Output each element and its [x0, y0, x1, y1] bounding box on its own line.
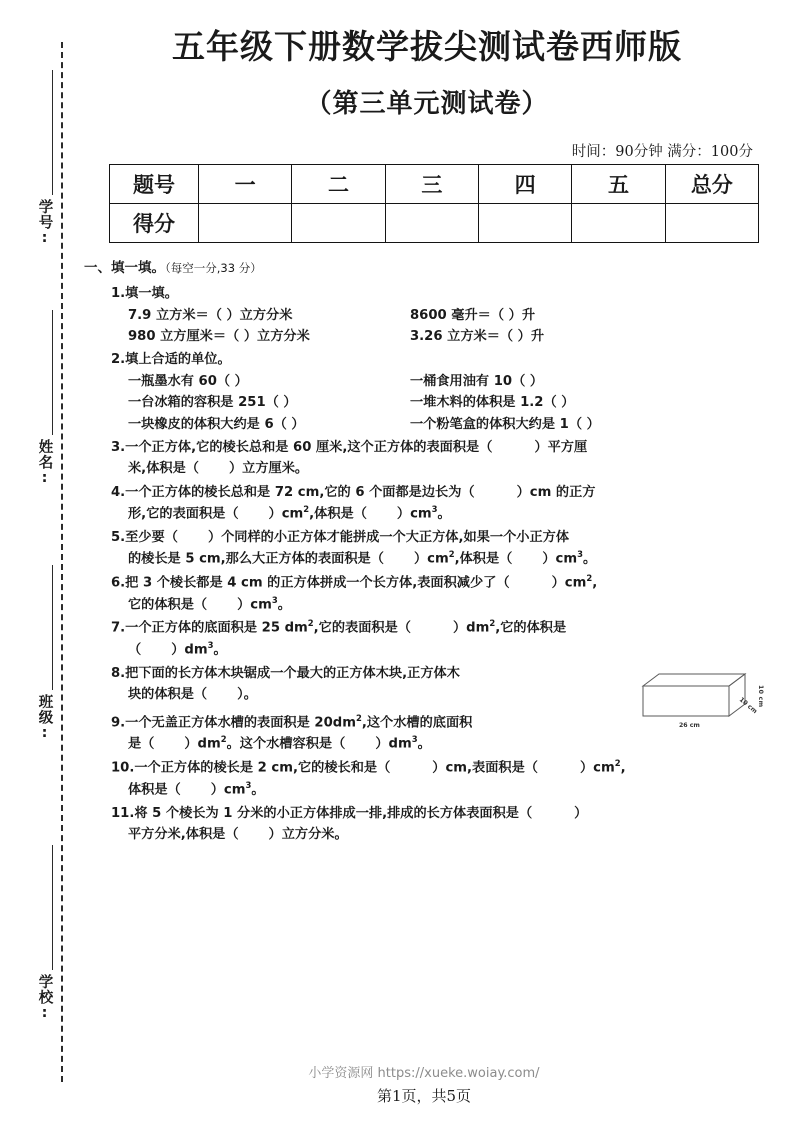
question-blank-item[interactable]: 一桶食用油有 10（ ）	[410, 373, 544, 389]
question-blank-item[interactable]: 一瓶墨水有 60（ ）	[128, 373, 248, 389]
score-entry-cell[interactable]	[385, 204, 478, 243]
score-table-cell: 四	[478, 165, 571, 204]
question-stem: 1.填一填。	[111, 286, 178, 302]
section-heading-text: 一、填一填。	[84, 260, 165, 277]
question-subrow	[111, 305, 763, 326]
question-line	[111, 639, 763, 661]
score-table-row-label: 得分	[110, 204, 199, 243]
score-table	[109, 164, 759, 243]
margin-field-label: 学校:	[36, 974, 53, 1022]
question-blank-item[interactable]: 8600 毫升＝（ ）升	[410, 307, 536, 323]
score-table-cell: 五	[572, 165, 665, 204]
question-2	[111, 349, 763, 435]
question-text: 10.一个正方体的棱长是 2 cm,它的棱长和是（	[111, 760, 391, 776]
page-number: 第1页，共5页	[376, 1087, 472, 1105]
margin-field-student-id	[24, 70, 64, 247]
question-text: ）cm	[268, 506, 304, 522]
question-text: 块的体积是（	[128, 687, 208, 703]
question-11[interactable]	[111, 803, 763, 846]
write-in-rule	[52, 845, 53, 970]
unit-exponent: 3	[207, 640, 214, 651]
question-text: 5.至少要（	[111, 529, 178, 545]
question-list	[111, 283, 763, 845]
question-text: ,	[592, 575, 598, 591]
score-entry-cell[interactable]	[572, 204, 665, 243]
exam-page-body	[75, 0, 793, 1122]
question-line	[111, 824, 763, 845]
unit-exponent: 3	[577, 549, 583, 560]
question-text: 3.一个正方体,它的棱长总和是 60 厘米,这个正方体的表面积是（	[111, 439, 493, 455]
question-text: ,体积是（	[309, 506, 367, 522]
question-text: 。	[213, 642, 227, 658]
question-subrow	[111, 392, 763, 413]
section-points: （每空一分,33 分）	[165, 261, 262, 276]
question-text: ）	[574, 805, 588, 821]
question-text: 平方分米,体积是（	[128, 827, 239, 843]
question-line	[111, 503, 763, 525]
question-10[interactable]	[111, 757, 763, 801]
question-line	[111, 548, 763, 570]
question-line	[111, 482, 763, 503]
question-text: 是（	[128, 736, 155, 752]
score-table-row-label: 题号	[110, 165, 199, 204]
margin-field-label: 学号:	[36, 199, 53, 247]
unit-exponent: 2	[586, 572, 593, 583]
question-text: 。	[251, 782, 265, 798]
question-text: ,体积是（	[454, 551, 513, 567]
write-in-rule	[52, 310, 53, 435]
question-text: ）cm	[237, 597, 272, 613]
score-entry-cell[interactable]	[199, 204, 292, 243]
page-footer	[75, 1062, 793, 1106]
question-text: 6.把 3 个棱长都是 4 cm 的正方体拼成一个长方体,表面积减少了（	[111, 575, 510, 591]
score-table-cell: 三	[385, 165, 478, 204]
score-table-cell: 一	[199, 165, 292, 204]
page-title: 五年级下册数学拔尖测试卷西师版	[172, 27, 682, 66]
table-row	[110, 165, 759, 204]
table-row	[110, 204, 759, 243]
question-subrow	[111, 414, 763, 435]
question-text: ）cm,表面积是（	[432, 760, 538, 776]
question-text: ,	[620, 760, 626, 776]
question-line	[111, 733, 763, 755]
exam-meta: 时间：90分钟 满分：100分	[571, 144, 753, 161]
question-line	[111, 712, 763, 734]
question-text: 9.一个无盖正方体水槽的表面积是 20dm	[111, 715, 356, 731]
question-text: ）dm	[452, 620, 490, 636]
question-text: ）cm	[551, 575, 587, 591]
question-text: ）立方分米。	[268, 827, 348, 843]
question-stem: 2.填上合适的单位。	[111, 352, 231, 368]
margin-field-label: 班级:	[36, 694, 53, 742]
question-3[interactable]	[111, 437, 763, 480]
margin-field-name	[24, 310, 64, 487]
question-line	[111, 617, 763, 639]
question-text: 。	[417, 736, 431, 752]
unit-exponent: 2	[614, 758, 621, 769]
question-subrow	[111, 326, 763, 347]
margin-field-class	[24, 565, 64, 742]
question-line	[111, 594, 763, 616]
figure-length-label: 26 cm	[679, 721, 700, 729]
question-text: ,这个水槽的底面积	[361, 715, 473, 731]
question-line	[111, 757, 763, 779]
question-text: 米,体积是（	[128, 461, 199, 477]
question-7[interactable]	[111, 617, 763, 661]
question-text: ）平方厘	[534, 439, 588, 455]
question-text: ）cm 的正方	[516, 484, 596, 500]
question-5[interactable]	[111, 527, 763, 570]
question-subrow	[111, 371, 763, 392]
score-entry-cell[interactable]	[478, 204, 571, 243]
unit-exponent: 3	[411, 734, 418, 745]
question-text: 。	[277, 597, 291, 613]
question-text: 的棱长是 5 cm,那么大正方体的表面积是（	[128, 551, 384, 567]
question-4[interactable]	[111, 482, 763, 525]
score-entry-cell[interactable]	[665, 204, 758, 243]
site-watermark: 小学资源网 https://xueke.woiay.com/	[308, 1066, 540, 1081]
question-blank-item[interactable]: 7.9 立方米＝（ ）立方分米	[128, 307, 293, 323]
question-blank-item[interactable]: 980 立方厘米＝（ ）立方分米	[128, 329, 310, 344]
question-text: ）dm	[171, 642, 208, 658]
question-text: 。	[582, 551, 597, 567]
margin-field-label: 姓名:	[36, 439, 53, 487]
question-9[interactable]	[111, 712, 763, 756]
question-line	[111, 779, 763, 801]
question-text: ）dm	[184, 736, 221, 752]
question-line	[111, 803, 763, 824]
write-in-rule	[52, 565, 53, 690]
question-text: 11.将 5 个棱长为 1 分米的小正方体排成一排,排成的长方体表面积是（	[111, 805, 533, 821]
question-line	[111, 437, 763, 458]
question-line	[111, 458, 763, 479]
question-text: 体积是（	[128, 782, 181, 798]
score-table-cell: 总分	[665, 165, 758, 204]
figure-depth-label: 10 cm	[737, 696, 759, 716]
unit-exponent: 3	[431, 504, 438, 514]
question-text: ）dm	[375, 736, 412, 752]
question-blank-item[interactable]: 一块橡皮的体积大约是 6（ ）	[128, 416, 305, 432]
question-text: 它的体积是（	[128, 597, 208, 613]
unit-exponent: 3	[271, 594, 278, 605]
question-text: ）cm	[396, 506, 432, 522]
margin-field-school	[24, 845, 64, 1022]
score-entry-cell[interactable]	[292, 204, 385, 243]
question-1	[111, 283, 763, 347]
unit-exponent: 2	[448, 549, 455, 560]
question-text: ）个同样的小正方体才能拼成一个大正方体,如果一个小正方体	[207, 529, 570, 545]
unit-exponent: 3	[245, 780, 252, 791]
question-text: ）立方厘米。	[228, 461, 309, 477]
unit-exponent: 2	[355, 712, 362, 723]
figure-height-label: 10 cm	[757, 684, 764, 708]
unit-exponent: 2	[307, 618, 314, 629]
write-in-rule	[52, 70, 53, 195]
page-subtitle: （第三单元测试卷）	[305, 89, 549, 120]
question-text: 7.一个正方体的底面积是 25 dm	[111, 620, 308, 636]
question-blank-item[interactable]: 一台冰箱的容积是 251（ ）	[128, 395, 297, 411]
question-text: ）cm	[580, 760, 615, 776]
question-text: ）cm	[542, 551, 578, 567]
question-text: 4.一个正方体的棱长总和是 72 cm,它的 6 个面都是边长为（	[111, 484, 475, 500]
score-table-cell: 二	[292, 165, 385, 204]
unit-exponent: 2	[489, 618, 496, 629]
question-blank-item[interactable]: 一个粉笔盒的体积大约是 1（ ）	[410, 416, 600, 432]
question-blank-item[interactable]: 3.26 立方米＝（ ）升	[410, 329, 545, 344]
binding-margin	[0, 0, 75, 1122]
question-text: ,它的体积是	[495, 620, 567, 636]
question-line: 8.把下面的长方体木块锯成一个最大的正方体木块,正方体木	[111, 665, 460, 681]
question-text: ,它的表面积是（	[313, 620, 411, 636]
question-text: ）。	[237, 687, 257, 703]
question-text: 。这个水槽容积是（	[226, 736, 346, 752]
question-line	[111, 572, 763, 594]
question-text: ）cm	[210, 782, 246, 798]
section-heading	[84, 256, 793, 276]
unit-exponent: 2	[303, 504, 310, 514]
unit-exponent: 2	[220, 734, 227, 745]
question-text: 形,它的表面积是（	[128, 506, 239, 522]
question-blank-item[interactable]: 一堆木料的体积是 1.2（ ）	[410, 395, 575, 411]
question-text: （	[128, 642, 142, 658]
question-text: ）cm	[413, 551, 449, 567]
question-line	[111, 527, 763, 548]
question-text: 。	[437, 506, 451, 522]
question-6[interactable]	[111, 572, 763, 616]
